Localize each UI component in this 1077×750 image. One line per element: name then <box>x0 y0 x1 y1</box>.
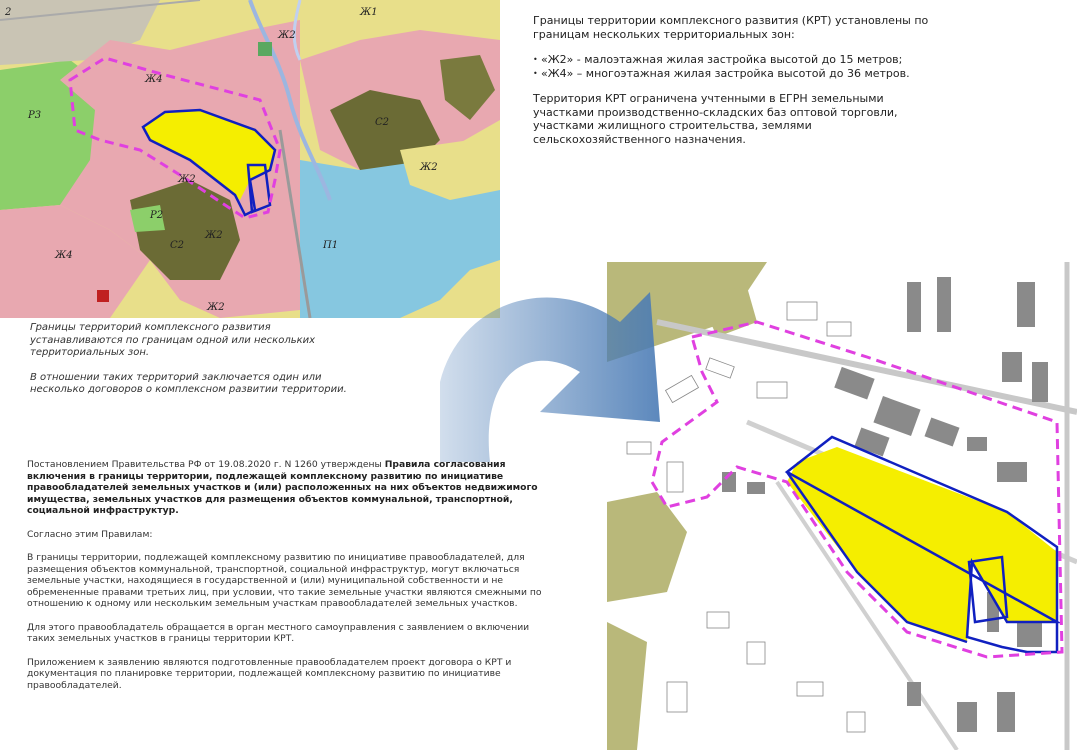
label-zh2-center: Ж2 <box>178 174 196 185</box>
label-s2-lower: С2 <box>170 240 185 251</box>
zoning-map <box>0 0 500 318</box>
krt-intro-text: Границы территории комплексного развития (КРТ) установлены по границам нескольких территориальных зон: <box>533 14 929 41</box>
label-zh4-lower: Ж4 <box>55 250 73 261</box>
regulation-intro-plain: Постановлением Правительства РФ от 19.08.2020 г. N 1260 утверждены <box>27 459 385 470</box>
regulation-intro-end: . <box>175 505 179 516</box>
label-s2-right: С2 <box>375 117 390 128</box>
definition-text-1: Границы территорий комплексного развития устанавливаются по границам одной или нескольких территориальных зон. <box>30 322 316 358</box>
label-r2: Р2 <box>150 210 164 221</box>
label-zh2-top: Ж2 <box>278 30 296 41</box>
label-r3: Р3 <box>28 110 42 121</box>
krt-boundary-text: Территория КРТ ограничена учтенными в ЕГРН земельными участками производственно-складских баз оптовой торговли, участками жилищного строительства, землями сельскохозяйственного назначения. <box>533 92 898 146</box>
zone-list <box>533 53 943 80</box>
regulation-p2: Согласно этим Правилам: <box>27 528 153 540</box>
regulation-p3: В границы территории, подлежащей комплексному развитию по инициативе правообладателей, для размещения объектов коммунальной, транспортной, социальной инфраструктур, могут включаться земельные участки, находящиеся в государственной и (или) муниципальной собственности и не обремененные правами третьих лиц, при условии, что такие земельные участки являются смежными по отношению к одному или нескольким земельным участкам правообладателей земельных участков. <box>27 552 542 609</box>
regulation-intro <box>27 459 547 517</box>
definition-text-2: В отношении таких территорий заключается один или несколько договоров о комплексном развитии территории. <box>30 371 347 395</box>
regulation-p4: Для этого правообладатель обращается в орган местного самоуправления с заявлением о включении таких земельных участков в границы территории КРТ. <box>27 621 530 644</box>
label-zh2-right: Ж2 <box>420 162 438 173</box>
zone-item-zh4: • «Ж4» – многоэтажная жилая застройка высотой до 36 метров. <box>533 67 943 81</box>
krt-definition-block <box>30 322 360 409</box>
regulation-title: Правила согласования включения в границы территории, подлежащей комплексному развитию по инициативе правообладателей земельных участков и (или) расположенных на них объектов недвижимого имущества, земельных участков для размещения объектов коммунальной, транспортной, социальной инфраструктур <box>27 459 538 516</box>
zone-item-zh2: • «Ж2» - малоэтажная жилая застройка высотой до 15 метров; <box>533 53 943 67</box>
regulation-p5: Приложением к заявлению являются подготовленные правообладателем проект договора о КРТ и документация по планировке территории, подлежащей комплексному развитию по инициативе правообладателей. <box>27 656 512 691</box>
transition-arrow-icon <box>430 262 680 462</box>
krt-zones-description <box>533 14 943 158</box>
label-sheet-number: 2 <box>5 7 12 18</box>
label-p1: П1 <box>323 240 339 251</box>
label-zh4-top: Ж4 <box>145 74 163 85</box>
label-zh2-lower: Ж2 <box>205 230 223 241</box>
regulation-text-block <box>27 459 547 703</box>
label-zh2-bottom: Ж2 <box>207 302 225 313</box>
label-zh1: Ж1 <box>360 7 378 18</box>
